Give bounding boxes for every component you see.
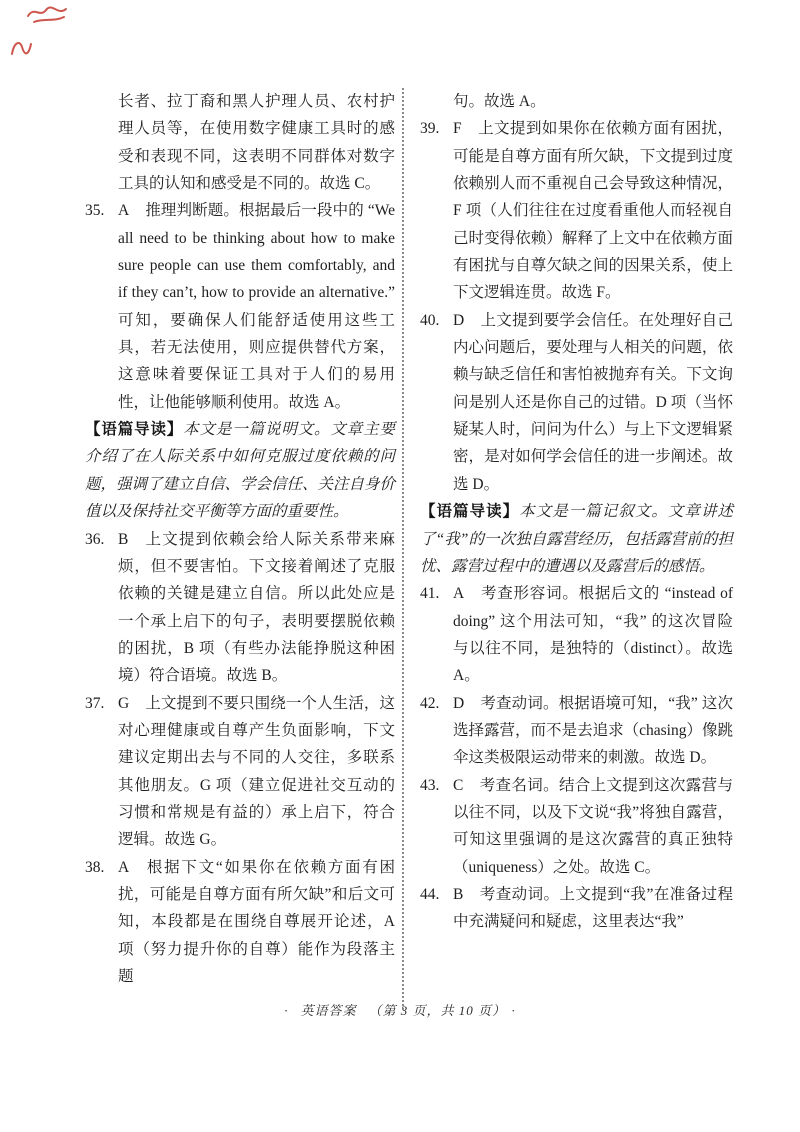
question-number: 41. bbox=[420, 585, 440, 603]
paragraph-text: 句。故选 A。 bbox=[453, 93, 546, 110]
answer-letter: A bbox=[118, 858, 130, 876]
answer-item bbox=[420, 307, 733, 498]
paragraph-continuation bbox=[420, 88, 733, 115]
answer-explanation: 考查形容词。根据后文的 “instead of doing” 这个用法可知，“我” 的这次冒险与以往不同，是独特的（distinct）。故选 A。 bbox=[453, 585, 733, 685]
question-number: 44. bbox=[420, 885, 440, 903]
intro-label: 【语篇导读】 bbox=[420, 503, 520, 521]
answer-item bbox=[420, 115, 733, 306]
answer-letter: D bbox=[453, 694, 465, 712]
footer-bullet-left: · bbox=[284, 1003, 289, 1018]
intro-text: 本文是一篇说明文。文章主要介绍了在人际关系中如何克服过度依赖的问题，强调了建立自信、学会信任、关注自身价值以及保持社交平衡等方面的重要性。 bbox=[85, 421, 396, 521]
answer-item bbox=[420, 690, 733, 772]
paragraph-continuation bbox=[85, 88, 395, 197]
answer-explanation: 考查名词。结合上文提到这次露营与以往不同，以及下文说“我”将独自露营，可知这里强调的是这次露营的真正独特（uniqueness）之处。故选 C。 bbox=[453, 776, 733, 876]
answer-item bbox=[85, 197, 395, 416]
left-column bbox=[85, 88, 395, 990]
footer-title: 英语答案 bbox=[300, 1003, 357, 1018]
question-number: 43. bbox=[420, 776, 440, 794]
intro-label: 【语篇导读】 bbox=[85, 421, 184, 439]
answer-item bbox=[420, 772, 733, 881]
answer-letter: A bbox=[118, 202, 130, 220]
question-number: 40. bbox=[420, 311, 440, 329]
answer-explanation: 上文提到不要只围绕一个人生活，这对心理健康或自尊产生负面影响，下文建议定期出去与不同的人交往，多联系其他朋友。G 项（建立促进社交互动的习惯和常规是有益的）承上启下，符合逻辑。故选 G。 bbox=[118, 694, 395, 849]
answer-item bbox=[420, 881, 733, 936]
page-footer bbox=[0, 1000, 800, 1019]
answer-letter: G bbox=[118, 694, 130, 712]
passage-intro bbox=[85, 416, 395, 525]
footer-bullet-right: · bbox=[511, 1003, 516, 1018]
question-number: 38. bbox=[85, 858, 105, 876]
question-number: 39. bbox=[420, 120, 440, 138]
answer-explanation: 上文提到依赖会给人际关系带来麻烦，但不要害怕。下文接着阐述了克服依赖的关键是建立自信。所以此处应是一个承上启下的句子，表明要摆脱依赖的困扰，B 项（有些办法能挣脱这种困境）符合语境。故选 B。 bbox=[118, 530, 395, 685]
question-number: 35. bbox=[85, 202, 105, 220]
right-column bbox=[420, 88, 733, 936]
answer-explanation: 根据下文“如果你在依赖方面有困扰，可能是自尊方面有所欠缺”和后文可知，本段都是在围绕自尊展开论述，A 项（努力提升你的自尊）能作为段落主题 bbox=[118, 858, 395, 985]
passage-intro bbox=[420, 498, 733, 580]
question-number: 42. bbox=[420, 694, 440, 712]
answer-explanation: 推理判断题。根据最后一段中的 “We all need to be thinking about how to make sure people can use them comfortably, and if they can’t, how to provide an alternative.” 可知，要确保人们能舒适使用这些工具，若无法使用，则应提供替代方案，这意味着要保证工具对于人们的易用性，让他能够顺利使用。故选 A。 bbox=[118, 202, 395, 411]
answer-letter: D bbox=[453, 311, 465, 329]
answer-explanation: 考查动词。上文提到“我”在准备过程中充满疑问和疑虑，这里表达“我” bbox=[453, 885, 733, 931]
answer-item bbox=[85, 526, 395, 690]
answer-letter: A bbox=[453, 585, 465, 603]
answer-letter: F bbox=[453, 120, 462, 138]
answer-item bbox=[420, 580, 733, 689]
column-divider bbox=[402, 88, 404, 1010]
answer-explanation: 考查动词。根据语境可知，“我” 这次选择露营，而不是去追求（chasing）像跳伞这类极限运动带来的刺激。故选 D。 bbox=[453, 694, 733, 767]
answer-letter: C bbox=[453, 776, 464, 794]
answer-item bbox=[85, 854, 395, 991]
red-ink-mark bbox=[4, 2, 84, 64]
question-number: 36. bbox=[85, 530, 105, 548]
answer-item bbox=[85, 690, 395, 854]
answer-letter: B bbox=[118, 530, 129, 548]
paragraph-text: 长者、拉丁裔和黑人护理人员、农村护理人员等，在使用数字健康工具时的感受和表现不同，这表明不同群体对数字工具的认知和感受是不同的。故选 C。 bbox=[118, 93, 395, 193]
intro-text: 本文是一篇记叙文。文章讲述了“我”的一次独自露营经历，包括露营前的担忧、露营过程中的遭遇以及露营后的感悟。 bbox=[420, 503, 733, 575]
answer-explanation: 上文提到要学会信任。在处理好自己内心问题后，要处理与人相关的问题，依赖与缺乏信任和害怕被抛弃有关。下文询问是别人还是你自己的过错。D 项（当怀疑某人时，问问为什么）与上下文逻辑紧密，是对如何学会信任的进一步阐述。故选 D。 bbox=[453, 311, 733, 493]
answer-letter: B bbox=[453, 885, 464, 903]
answer-explanation: 上文提到如果你在依赖方面有困扰，可能是自尊方面有所欠缺，下文提到过度依赖别人而不重视自己会导致这种情况，F 项（人们往往在过度看重他人而轻视自己时变得依赖）解释了上文中在依赖方面有困扰与自尊欠缺之间的因果关系，使上下文逻辑连贯。故选 F。 bbox=[453, 120, 733, 302]
footer-page-info: （第 3 页，共 10 页） bbox=[368, 1003, 500, 1018]
question-number: 37. bbox=[85, 694, 105, 712]
